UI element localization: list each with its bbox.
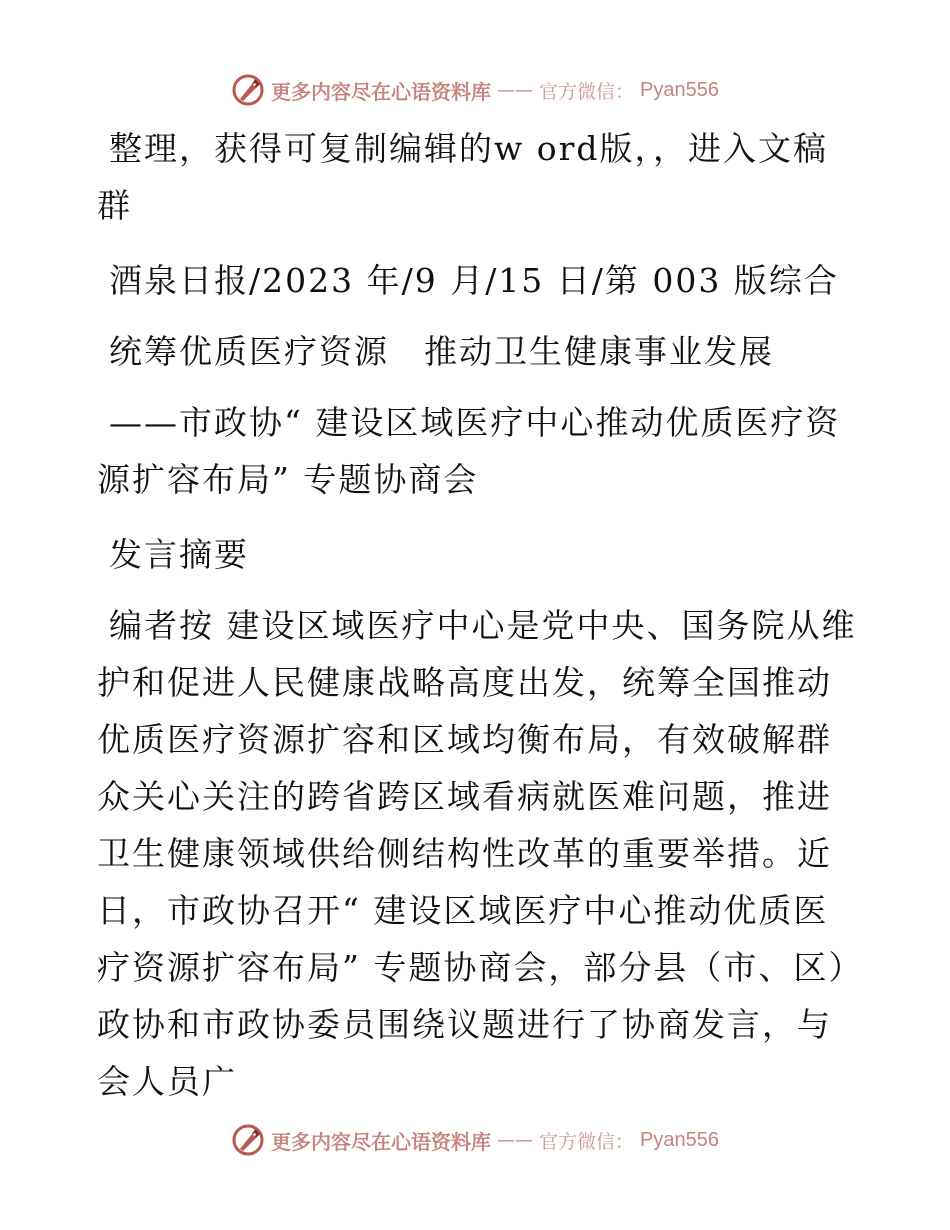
banner-wechat-id: Pyan556 (640, 78, 719, 101)
banner-wechat-label: 官方微信： (539, 1130, 635, 1153)
banner-separator: —— (497, 79, 533, 101)
source-line: 酒泉日报/2023 年/9 月/15 日/第 003 版综合 (109, 261, 839, 300)
intro-note: 整理，获得可复制编辑的w ord版，，进入文稿群 (97, 129, 829, 225)
banner-wechat-id: Pyan556 (640, 1128, 719, 1151)
document-body (97, 120, 857, 1128)
header-watermark-banner (0, 70, 950, 110)
pen-nib-circle-icon (231, 73, 265, 107)
article-subtitle: ——市政协“ 建设区域医疗中心推动优质医疗资源扩容布局” 专题协商会 (97, 403, 841, 499)
article-title: 统筹优质医疗资源 推动卫生健康事业发展 (109, 332, 774, 371)
banner-text: 更多内容尽在心语资料库 (271, 1129, 491, 1154)
section-heading: 发言摘要 (109, 535, 249, 574)
banner-separator: —— (497, 1129, 533, 1151)
pen-nib-circle-icon (231, 1123, 265, 1157)
editor-note-paragraph: 编者按 建设区域医疗中心是党中央、国务院从维护和促进人民健康战略高度出发，统筹全国推动优质医疗资源扩容和区域均衡布局，有效破解群众关心关注的跨省跨区域看病就医难问题，推进卫生健康领域供给侧结构性改革的重要举措。近日，市政协召开“ 建设区域医疗中心推动优质医疗资源扩容布局” 专题协商会，部分县（市、区）政协和市政协委员围绕议题进行了协商发言，与会人员广 (97, 606, 857, 1101)
footer-watermark-banner (0, 1120, 950, 1160)
banner-wechat-label: 官方微信： (539, 80, 635, 103)
banner-text: 更多内容尽在心语资料库 (271, 79, 491, 104)
